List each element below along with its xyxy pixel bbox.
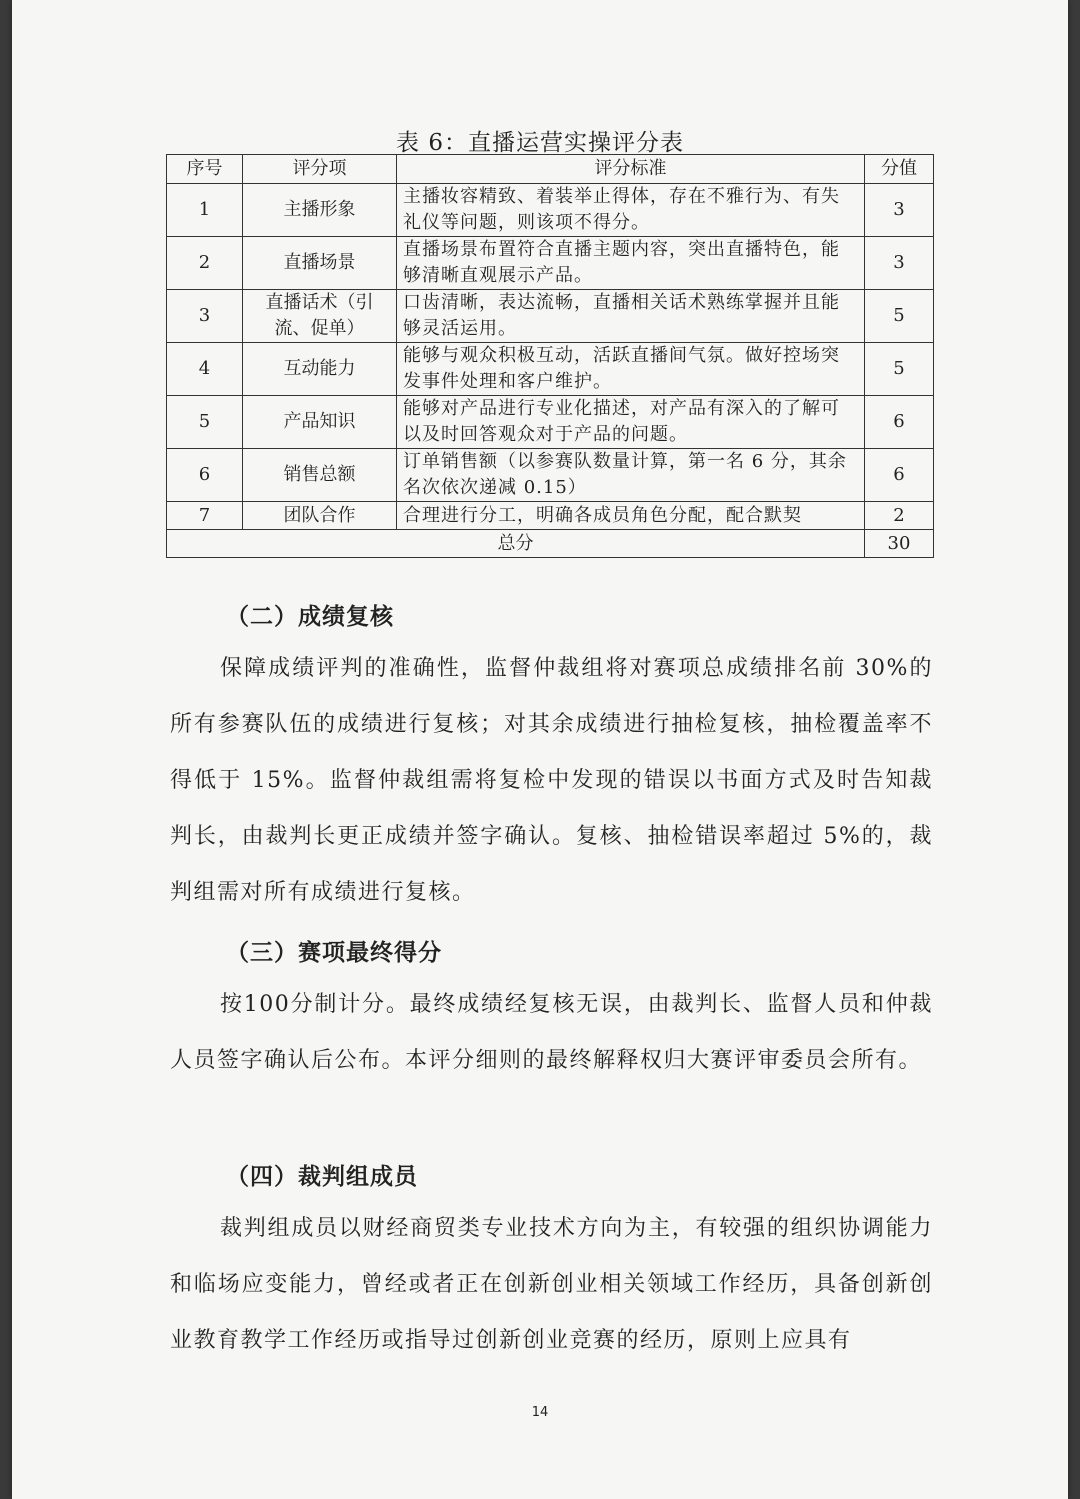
row-item: 直播话术（引流、促单） <box>243 290 397 343</box>
row-score: 5 <box>865 290 934 343</box>
table-row <box>167 396 934 449</box>
row-criteria: 能够对产品进行专业化描述，对产品有深入的了解可以及时回答观众对于产品的问题。 <box>397 396 865 449</box>
section-body-review: 保障成绩评判的准确性，监督仲裁组将对赛项总成绩排名前 30%的所有参赛队伍的成绩进行复核；对其余成绩进行抽检复核，抽检覆盖率不得低于 15%。监督仲裁组需将复检中发现的错误以书面方式及时告知裁判长，由裁判长更正成绩并签字确认。复核、抽检错误率超过 5%的，裁判组需对所有成绩进行复核。 <box>170 656 933 905</box>
row-criteria: 主播妆容精致、着装举止得体，存在不雅行为、有失礼仪等问题，则该项不得分。 <box>397 184 865 237</box>
table-row <box>167 502 934 530</box>
row-score: 3 <box>865 184 934 237</box>
row-no: 2 <box>167 237 243 290</box>
page-number: 14 <box>531 1405 549 1420</box>
row-score: 3 <box>865 237 934 290</box>
total-value: 30 <box>865 530 934 558</box>
row-score: 2 <box>865 502 934 530</box>
header-criteria: 评分标准 <box>397 155 865 184</box>
row-no: 1 <box>167 184 243 237</box>
row-score: 6 <box>865 396 934 449</box>
row-item: 产品知识 <box>243 396 397 449</box>
row-item: 主播形象 <box>243 184 397 237</box>
section-body-final: 按100分制计分。最终成绩经复核无误，由裁判长、监督人员和仲裁人员签字确认后公布。本评分细则的最终解释权归大赛评审委员会所有。 <box>170 992 933 1073</box>
row-no: 3 <box>167 290 243 343</box>
section-heading-review: （二）成绩复核 <box>226 603 394 630</box>
row-criteria: 订单销售额（以参赛队数量计算，第一名 6 分，其余名次依次递减 0.15） <box>397 449 865 502</box>
header-no: 序号 <box>167 155 243 184</box>
table-title: 表 6：直播运营实操评分表 <box>396 130 684 156</box>
row-criteria: 能够与观众积极互动，活跃直播间气氛。做好控场突发事件处理和客户维护。 <box>397 343 865 396</box>
row-no: 6 <box>167 449 243 502</box>
document-page <box>12 0 1068 1499</box>
table-row <box>167 449 934 502</box>
table-row <box>167 184 934 237</box>
table-row <box>167 290 934 343</box>
row-no: 4 <box>167 343 243 396</box>
table-total-row <box>167 530 934 558</box>
row-criteria: 口齿清晰，表达流畅，直播相关话术熟练掌握并且能够灵活运用。 <box>397 290 865 343</box>
row-criteria: 合理进行分工，明确各成员角色分配，配合默契 <box>397 502 865 530</box>
section-body-judges: 裁判组成员以财经商贸类专业技术方向为主，有较强的组织协调能力和临场应变能力，曾经或者正在创新创业相关领域工作经历，具备创新创业教育教学工作经历或指导过创新创业竞赛的经历，原则上应具有 <box>170 1216 933 1353</box>
total-label: 总分 <box>167 530 865 558</box>
section-heading-judges: （四）裁判组成员 <box>226 1163 418 1190</box>
row-item: 团队合作 <box>243 502 397 530</box>
header-item: 评分项 <box>243 155 397 184</box>
row-item: 直播场景 <box>243 237 397 290</box>
table-header-row <box>167 155 934 184</box>
table-row <box>167 343 934 396</box>
row-item: 互动能力 <box>243 343 397 396</box>
row-score: 5 <box>865 343 934 396</box>
header-score: 分值 <box>865 155 934 184</box>
row-no: 7 <box>167 502 243 530</box>
row-no: 5 <box>167 396 243 449</box>
row-score: 6 <box>865 449 934 502</box>
section-heading-final: （三）赛项最终得分 <box>226 939 442 966</box>
scoring-table <box>166 154 934 558</box>
row-criteria: 直播场景布置符合直播主题内容，突出直播特色，能够清晰直观展示产品。 <box>397 237 865 290</box>
row-item: 销售总额 <box>243 449 397 502</box>
table-row <box>167 237 934 290</box>
